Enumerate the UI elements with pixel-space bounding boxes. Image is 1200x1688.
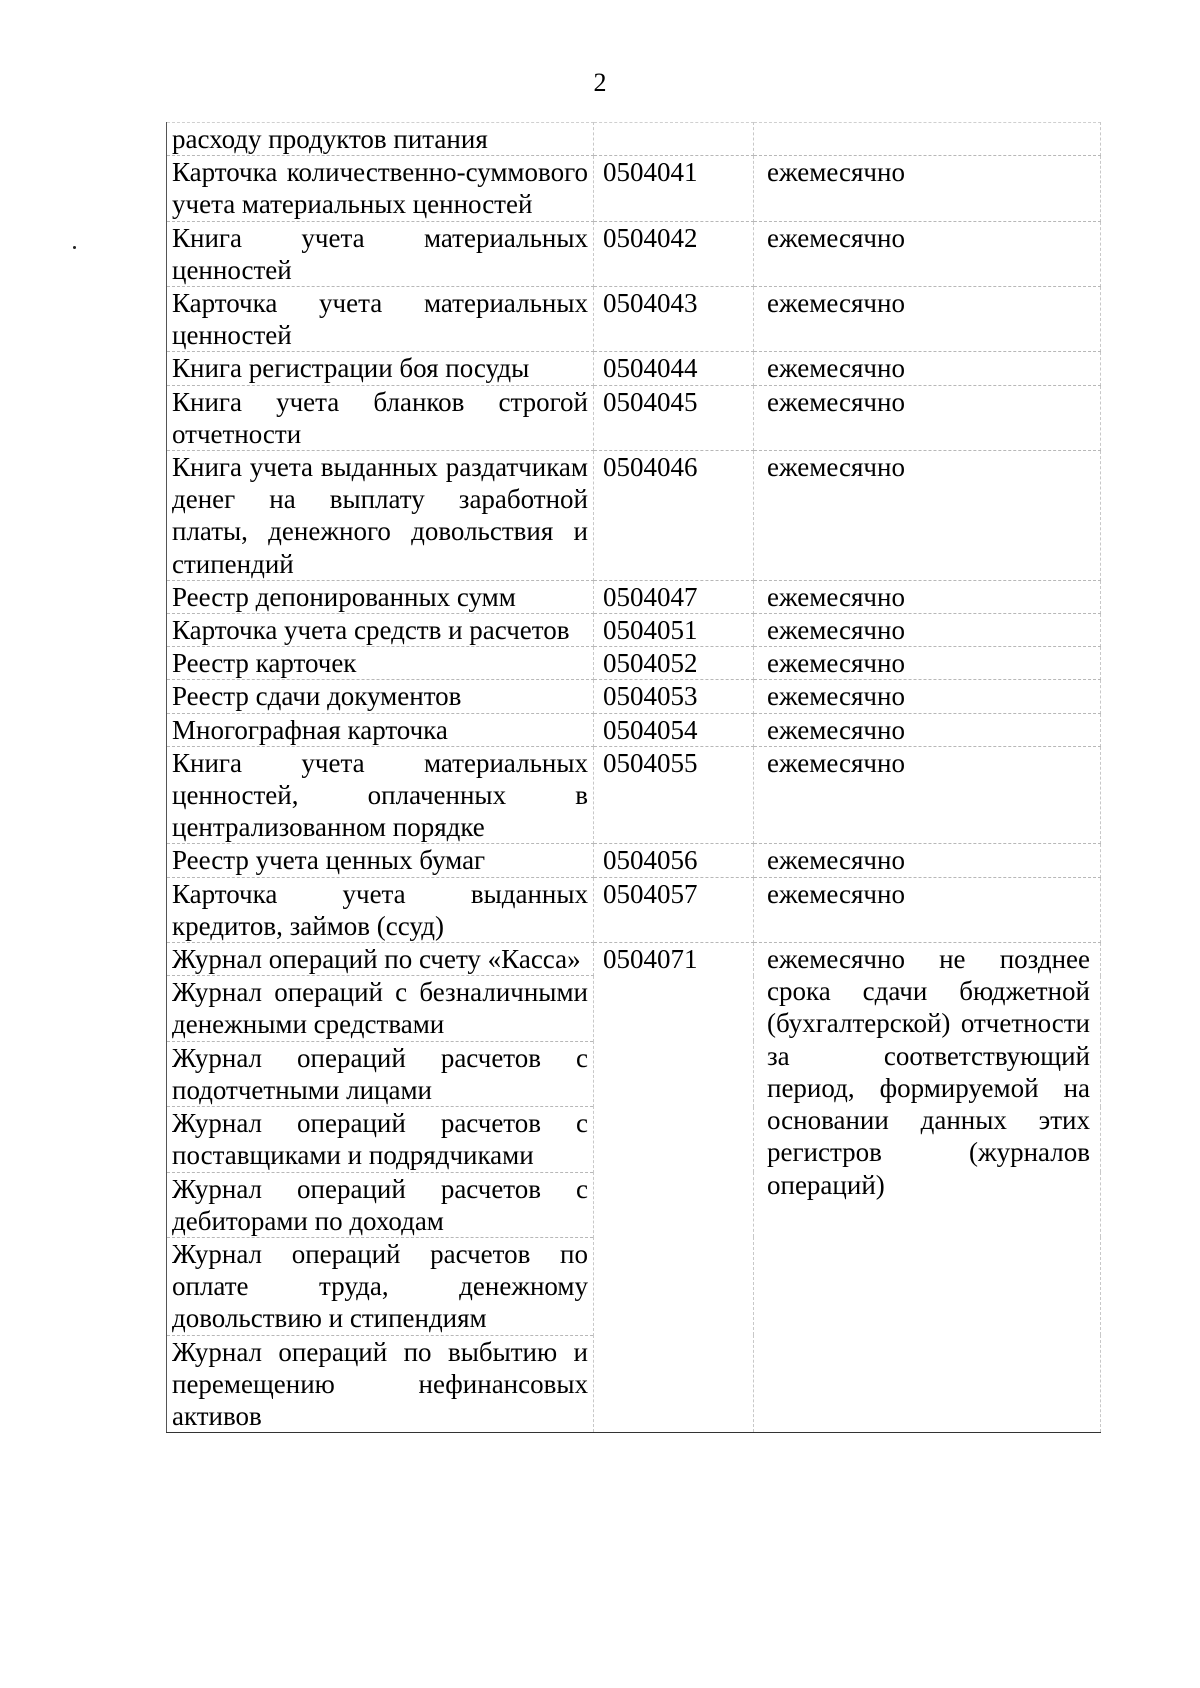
table-row bbox=[167, 580, 1101, 613]
register-name: Реестр депонированных сумм bbox=[167, 580, 594, 613]
table-row bbox=[167, 156, 1101, 221]
scan-speck bbox=[73, 246, 76, 249]
register-name: Реестр сдачи документов bbox=[167, 680, 594, 713]
form-code: 0504045 bbox=[594, 385, 754, 450]
frequency bbox=[754, 123, 1101, 156]
form-code: 0504056 bbox=[594, 844, 754, 877]
form-code: 0504054 bbox=[594, 713, 754, 746]
register-name: Книга регистрации боя посуды bbox=[167, 352, 594, 385]
form-code: 0504051 bbox=[594, 614, 754, 647]
table-row bbox=[167, 451, 1101, 581]
register-name: Карточка учета выданных кредитов, займов (ссуд) bbox=[167, 877, 594, 942]
journal-name: Журнал операций расчетов с дебиторами по доходам bbox=[167, 1172, 594, 1237]
register-name: Реестр учета ценных бумаг bbox=[167, 844, 594, 877]
journal-name: Журнал операций по счету «Касса» bbox=[167, 943, 594, 976]
table-row bbox=[167, 746, 1101, 844]
table-row bbox=[167, 877, 1101, 942]
frequency: ежемесячно bbox=[754, 844, 1101, 877]
register-name: Карточка количественно-суммового учета материальных ценностей bbox=[167, 156, 594, 221]
form-code: 0504053 bbox=[594, 680, 754, 713]
register-name: расходу продуктов питания bbox=[167, 123, 594, 156]
register-name: Карточка учета материальных ценностей bbox=[167, 287, 594, 352]
form-code: 0504057 bbox=[594, 877, 754, 942]
form-code: 0504052 bbox=[594, 647, 754, 680]
table-row bbox=[167, 123, 1101, 156]
register-name: Книга учета материальных ценностей bbox=[167, 221, 594, 286]
form-code bbox=[594, 123, 754, 156]
table-row bbox=[167, 221, 1101, 286]
page-number: 2 bbox=[593, 68, 607, 97]
form-code: 0504047 bbox=[594, 580, 754, 613]
frequency: ежемесячно bbox=[754, 877, 1101, 942]
journal-name: Журнал операций расчетов с поставщиками и подрядчиками bbox=[167, 1107, 594, 1172]
register-name: Книга учета бланков строгой отчетности bbox=[167, 385, 594, 450]
table-row bbox=[167, 844, 1101, 877]
table-row bbox=[167, 385, 1101, 450]
frequency: ежемесячно bbox=[754, 287, 1101, 352]
form-code: 0504041 bbox=[594, 156, 754, 221]
frequency: ежемесячно bbox=[754, 614, 1101, 647]
form-code: 0504042 bbox=[594, 221, 754, 286]
table-row bbox=[167, 614, 1101, 647]
frequency: ежемесячно bbox=[754, 647, 1101, 680]
form-code: 0504043 bbox=[594, 287, 754, 352]
frequency: ежемесячно bbox=[754, 451, 1101, 581]
table-row bbox=[167, 943, 1101, 976]
table-row bbox=[167, 352, 1101, 385]
frequency: ежемесячно bbox=[754, 221, 1101, 286]
frequency: ежемесячно bbox=[754, 385, 1101, 450]
register-name: Книга учета выданных раздатчикам денег на выплату заработной платы, денежного довольствия и стипендий bbox=[167, 451, 594, 581]
register-name: Книга учета материальных ценностей, оплаченных в централизованном порядке bbox=[167, 746, 594, 844]
frequency: ежемесячно bbox=[754, 746, 1101, 844]
table-row bbox=[167, 647, 1101, 680]
frequency: ежемесячно bbox=[754, 713, 1101, 746]
journal-form-code: 0504071 bbox=[594, 943, 754, 1433]
register-name: Карточка учета средств и расчетов bbox=[167, 614, 594, 647]
form-code: 0504046 bbox=[594, 451, 754, 581]
frequency: ежемесячно bbox=[754, 680, 1101, 713]
journal-name: Журнал операций расчетов с подотчетными лицами bbox=[167, 1041, 594, 1106]
table-row bbox=[167, 287, 1101, 352]
journal-name: Журнал операций расчетов по оплате труда, денежному довольствию и стипендиям bbox=[167, 1237, 594, 1335]
form-code: 0504044 bbox=[594, 352, 754, 385]
journal-name: Журнал операций с безналичными денежными средствами bbox=[167, 976, 594, 1041]
table-row bbox=[167, 713, 1101, 746]
journal-frequency: ежемесячно не позднее срока сдачи бюджетной (бухгалтерской) отчетности за соответствующий период, формируемой на основании данных этих регистров (журналов операций) bbox=[754, 943, 1101, 1433]
register-name: Реестр карточек bbox=[167, 647, 594, 680]
register-name: Многографная карточка bbox=[167, 713, 594, 746]
form-code: 0504055 bbox=[594, 746, 754, 844]
frequency: ежемесячно bbox=[754, 156, 1101, 221]
frequency: ежемесячно bbox=[754, 580, 1101, 613]
journal-name: Журнал операций по выбытию и перемещению нефинансовых активов bbox=[167, 1335, 594, 1433]
table-row bbox=[167, 680, 1101, 713]
registers-table bbox=[166, 122, 1101, 1433]
frequency: ежемесячно bbox=[754, 352, 1101, 385]
